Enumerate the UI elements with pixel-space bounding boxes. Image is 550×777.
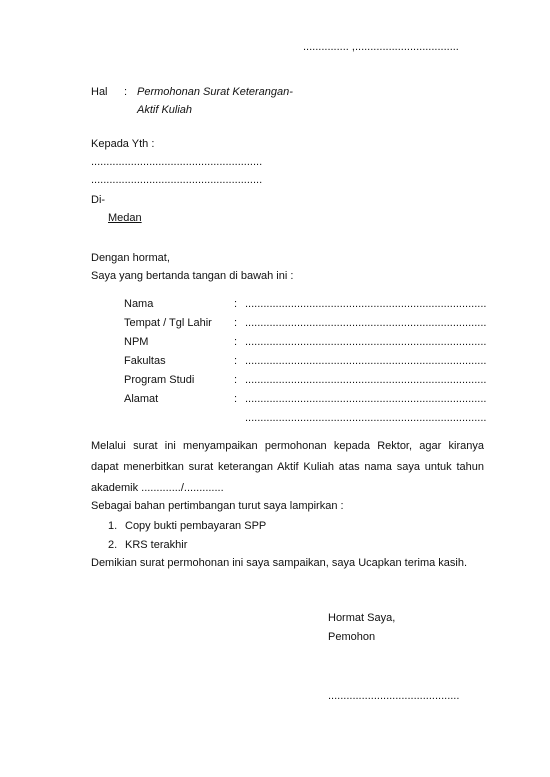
field-label-fakultas: Fakultas	[124, 355, 166, 367]
body-line-2: dapat menerbitkan surat keterangan Aktif Kuliah atas nama saya untuk tahun	[91, 461, 484, 473]
field-value-nama: ...............................................................................	[245, 298, 487, 310]
field-value-npm: ...............................................................................	[245, 336, 487, 348]
academic-year-line: akademik ............./.............	[91, 482, 224, 494]
field-colon: :	[234, 393, 238, 405]
attachments-intro: Sebagai bahan pertimbangan turut saya lampirkan :	[91, 500, 344, 512]
closing-sentence: Demikian surat permohonan ini saya sampaikan, saya Ucapkan terima kasih.	[91, 557, 468, 569]
signature-regards: Hormat Saya,	[328, 612, 396, 624]
field-colon: :	[234, 374, 238, 386]
field-value-tempat-tgl-lahir: ...............................................................................	[245, 317, 487, 329]
attachment-item-krs: KRS terakhir	[125, 539, 188, 551]
recipient-to: Kepada Yth :	[91, 138, 155, 150]
recipient-city: Medan	[108, 212, 142, 224]
subject-colon: :	[124, 86, 128, 98]
field-value-alamat: ...............................................................................	[245, 393, 487, 405]
field-label-npm: NPM	[124, 336, 149, 348]
field-value-alamat-line-2: ...............................................................................	[245, 412, 487, 424]
field-colon: :	[234, 336, 238, 348]
field-colon: :	[234, 298, 238, 310]
field-value-fakultas: ...............................................................................	[245, 355, 487, 367]
greeting: Dengan hormat,	[91, 252, 170, 264]
intro-sentence: Saya yang bertanda tangan di bawah ini :	[91, 270, 294, 282]
attachment-item-spp: Copy bukti pembayaran SPP	[125, 520, 267, 532]
field-label-alamat: Alamat	[124, 393, 159, 405]
subject-line-1: Permohonan Surat Keterangan-	[137, 86, 293, 98]
place-date-line: ............... ,..................................	[303, 41, 459, 53]
recipient-line-1: ........................................................	[91, 156, 263, 168]
recipient-line-2: ........................................................	[91, 174, 263, 186]
subject-line-2: Aktif Kuliah	[137, 104, 193, 116]
signature-line: ...........................................	[328, 690, 460, 702]
field-colon: :	[234, 317, 238, 329]
field-label-tempat-tgl-lahir: Tempat / Tgl Lahir	[124, 317, 212, 329]
field-value-program-studi: ...............................................................................	[245, 374, 487, 386]
field-colon: :	[234, 355, 238, 367]
body-line-1: Melalui surat ini menyampaikan permohonan kepada Rektor, agar kiranya	[91, 440, 484, 452]
attachment-number: 1.	[108, 520, 118, 532]
subject-label: Hal	[91, 86, 108, 98]
attachment-number: 2.	[108, 539, 118, 551]
field-label-program-studi: Program Studi	[124, 374, 195, 386]
signature-role: Pemohon	[328, 631, 376, 643]
recipient-di: Di-	[91, 194, 106, 206]
field-label-nama: Nama	[124, 298, 154, 310]
